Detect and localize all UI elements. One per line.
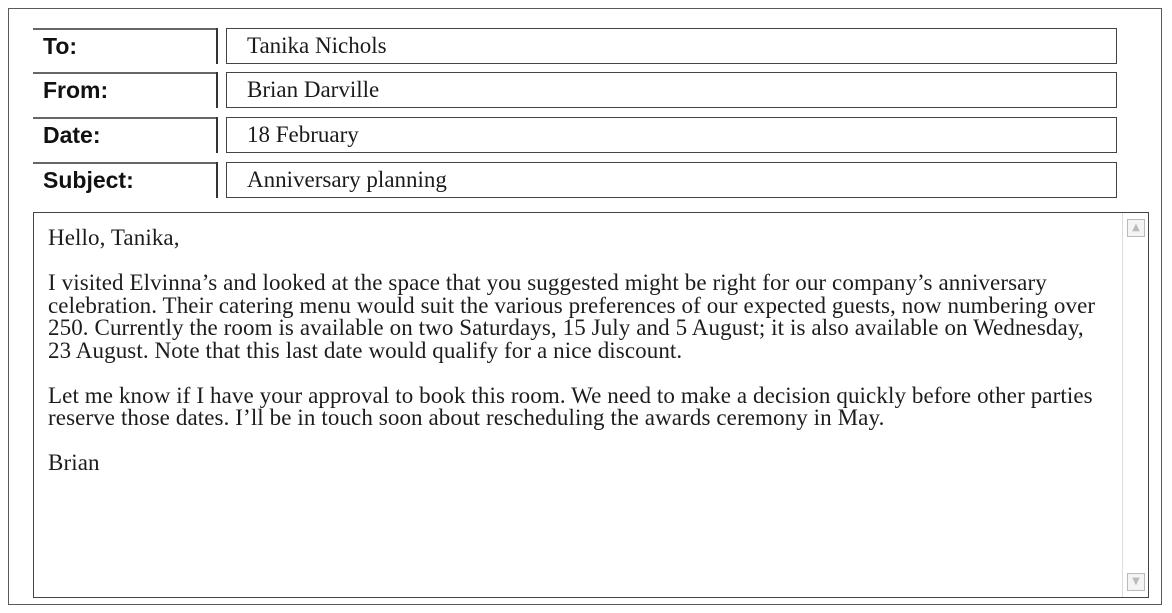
- date-row: [33, 117, 1117, 153]
- scroll-down-arrow-icon[interactable]: ▼: [1127, 573, 1145, 591]
- to-field[interactable]: Tanika Nichols: [226, 28, 1117, 64]
- scroll-up-arrow-icon[interactable]: ▲: [1127, 219, 1145, 237]
- greeting: Hello, Tanika,: [48, 225, 180, 250]
- signature: Brian: [48, 450, 100, 475]
- from-row: [33, 72, 1117, 108]
- from-field[interactable]: Brian Darville: [226, 72, 1117, 108]
- email-form: [8, 8, 1162, 605]
- paragraph-2: Let me know if I have your approval to book this room. We need to make a decision quickly before other parties reserve those dates. I’ll be in touch soon about rescheduling the awards ceremony in May.: [48, 382, 1093, 430]
- from-label: From:: [33, 72, 218, 108]
- subject-field[interactable]: Anniversary planning: [226, 162, 1117, 198]
- date-field[interactable]: 18 February: [226, 117, 1117, 153]
- to-row: [33, 28, 1117, 64]
- subject-row: [33, 162, 1117, 198]
- message-text: [48, 227, 1108, 475]
- date-label: Date:: [33, 117, 218, 153]
- paragraph-1: I visited Elvinna’s and looked at the space that you suggested might be right for our company’s anniversary celebration. Their catering menu would suit the various preferences of our expected guests, now numbering over 250. Currently the room is available on two Saturdays, 15 July and 5 August; it is also available on Wednesday, 23 August. Note that this last date would qualify for a nice discount.: [48, 270, 1096, 363]
- scrollbar[interactable]: [1122, 213, 1148, 597]
- message-body[interactable]: [33, 212, 1149, 598]
- to-label: To:: [33, 28, 218, 64]
- subject-label: Subject:: [33, 162, 218, 198]
